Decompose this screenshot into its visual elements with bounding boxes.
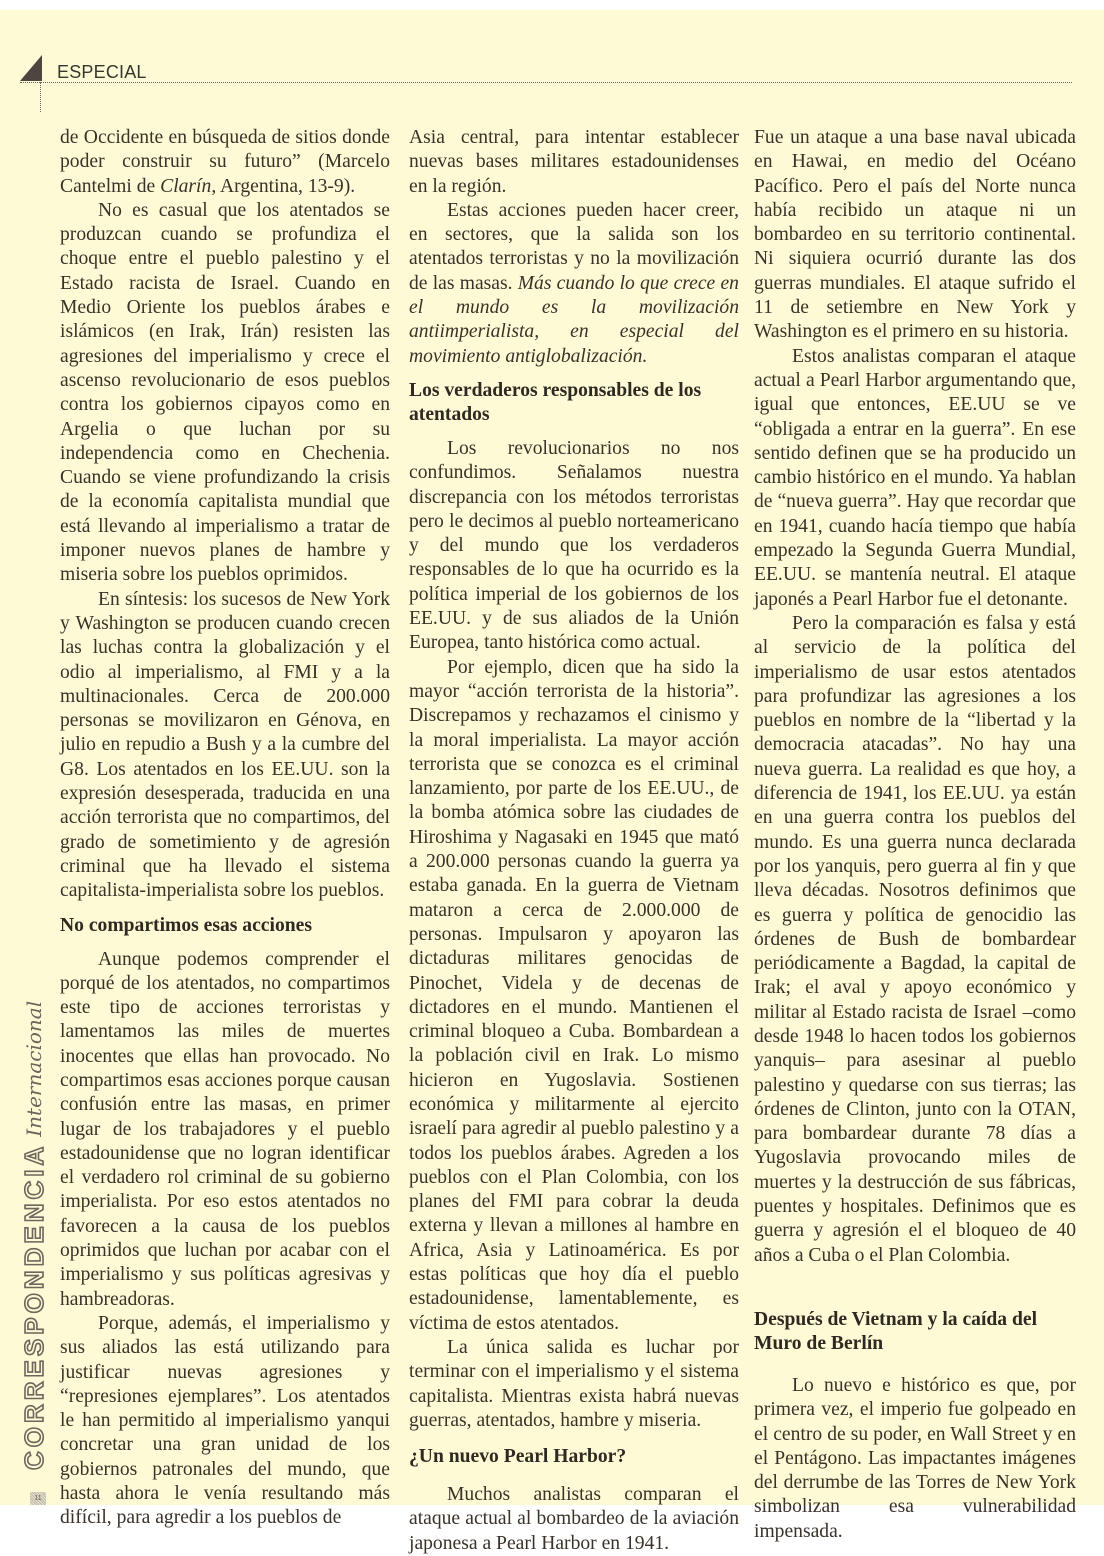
italic-text: Clarín <box>160 175 212 197</box>
paragraph <box>409 199 739 369</box>
article-column-3 <box>754 126 1076 1544</box>
paragraph: Muchos analistas comparan el ataque actual al bombardeo de la aviación japonesa a Pearl Harbor en 1941. <box>409 1484 739 1554</box>
section-heading: ¿Un nuevo Pearl Harbor? <box>409 1446 627 1468</box>
magazine-page <box>0 10 1104 1554</box>
paragraph: Asia central, para intentar establecer nuevas bases militares estadounidenses en la región. <box>409 127 739 197</box>
header-dotted-rule <box>20 82 1072 83</box>
paragraph: Lo nuevo e histórico es que, por primera vez, el imperio fue golpeado en el centro de su poder, en Wall Street y en el Pentágono. Las impactantes imágenes del derrumbe de las Torres de New York simbolizan esa vulnerabilidad impensada. <box>754 1374 1076 1542</box>
text-run: Estas acciones pueden hacer creer, en sectores, que la salida son los atentados terroristas y no la movilización de las masas. <box>409 199 739 294</box>
publication-script: Internacional <box>22 1000 46 1137</box>
section-triangle-icon <box>20 55 42 81</box>
section-heading: Después de Vietnam y la caída del Muro de Berlín <box>754 1308 1038 1354</box>
section-heading: No compartimos esas acciones <box>60 914 312 936</box>
paragraph: Aunque podemos comprender el porqué de los atentados, no compartimos este tipo de acciones terroristas y lamentamos las miles de muertes inocentes que ellas han provocado. No compartimos esas acciones porque causan confusión entre las masas, en primer lugar de los trabajadores y el pueblo estadounidense que no logran identificar el verdadero rol criminal de su gobierno imperialista. Por eso estos atentados no favorecen a la causa de los pueblos oprimidos que luchan por acabar con el imperialismo y sus políticas agresivas y hambreadoras. <box>60 948 390 1310</box>
page-number-mark: 11 <box>30 1492 46 1505</box>
paragraph: Fue un ataque a una base naval ubicada en Hawai, en medio del Océano Pacífico. Pero el país del Norte nunca había recibido un ataque ni un bombardeo en su territorio continental. Ni siquiera ocurrió durante las dos guerras mundiales. El ataque sufrido el 11 de setiembre en New York y Washington es el primero en su historia. <box>754 127 1076 343</box>
header-dotted-tick <box>40 82 41 112</box>
paragraph: En síntesis: los sucesos de New York y Washington se producen cuando crecen las luchas contra la globalización y el odio al imperialismo, al FMI y a la multinacionales. Cerca de 200.000 personas se movilizaron en Génova, en julio en repudio a Bush y a la cumbre del G8. Los atentados en los EE.UU. son la expresión desesperada, traducida en una acción terrorista que no compartimos, del grado de sometimiento y de agresión criminal que ha llevado el sistema capitalista-imperialista sobre los pueblos. <box>60 588 390 902</box>
paragraph: No es casual que los atentados se produzcan cuando se profundiza el choque entre el pueblo palestino y el Estado racista de Israel. Cuando en Medio Oriente los pueblos árabes e islámicos (en Irak, Irán) resisten las agresiones del imperialismo y crece el ascenso revolucionario de esos pueblos contra los gobiernos cipayos como en Argelia o que luchan por su independencia como en Chechenia. Cuando se viene profundizando la crisis de la economía capitalista mundial que está llevando al imperialismo a tratar de imponer nuevos planes de hambre y miseria sobre los pueblos oprimidos. <box>60 199 390 586</box>
paragraph: La única salida es luchar por terminar con el imperialismo y el sistema capitalista. Mientras exista habrá nuevas guerras, atentados, hambre y miseria. <box>409 1336 739 1431</box>
paragraph: Estos analistas comparan el ataque actual a Pearl Harbor argumentando que, igual que entonces, EE.UU se ve “obligada a entrar en la guerra”. En ese sentido definen que se ha producido un cambio histórico en el mundo. Ya hablan de “nueva guerra”. Hay que recordar que en 1941, cuando hacía tiempo que había empezado la Segunda Guerra Mundial, EE.UU. se mantenía neutral. El ataque japonés a Pearl Harbor fue el detonante. <box>754 345 1076 610</box>
publication-sidebar <box>14 1000 54 1470</box>
paragraph <box>60 126 390 199</box>
text-run: de Occidente en búsqueda de sitios donde poder construir su futuro” (Marcelo Cantelmi de <box>60 127 390 197</box>
article-column-1 <box>60 126 390 1531</box>
paragraph: Por ejemplo, dicen que ha sido la mayor “acción terrorista de la historia”. Discrepamos y rechazamos el cinismo y la moral imperialista. La mayor acción terrorista que se conozca es el criminal lanzamiento, por parte de los EE.UU., de la bomba atómica sobre las ciudades de Hiroshima y Nagasaki en 1945 que mató a 200.000 personas cuando la guerra ya estaba ganada. En la guerra de Vietnam mataron a cerca de 2.000.000 de personas. Impulsaron y apoyaron las dictaduras militares genocidas de Pinochet, Videla y de decenas de dictadores en el mundo. Mantienen el criminal bloqueo a Cuba. Bombardean a la población civil en Irak. Lo mismo hicieron en Yugoslavia. Sostienen económica y militarmente al ejercito israelí para agredir al pueblo palestino y a todos los pueblos árabes. Agreden a los pueblos con el Plan Colombia, con los planes del FMI para cobrar la deuda externa y llevan a millones al hambre en Africa, Asia y Latinoamérica. Es por estas políticas que hoy día el pueblo estadounidense, lamentablemente, es víctima de estos atentados. <box>409 656 739 1334</box>
publication-name: CORRESPONDENCIA <box>18 1142 49 1470</box>
article-column-2 <box>409 126 739 1556</box>
paragraph: Porque, además, el imperialismo y sus aliados las está utilizando para justificar nuevas agresiones y “represiones ejemplares”. Los atentados le han permitido al imperialismo yanqui concretar una gran unidad de los gobiernos patronales del mundo, que hasta ahora le venía resultando más difícil, para agredir a los pueblos de <box>60 1312 390 1529</box>
section-label: ESPECIAL <box>57 62 147 82</box>
text-run: , Argentina, 13-9). <box>211 175 356 197</box>
paragraph: Los revolucionarios no nos confundimos. Señalamos nuestra discrepancia con los métodos terroristas pero le decimos al pueblo norteamericano y del mundo que los verdaderos responsables de lo que ha ocurrido es la política imperial de los gobiernos de los EE.UU. y de sus aliados de la Unión Europea, tanto histórica como actual. <box>409 437 739 654</box>
paragraph: Pero la comparación es falsa y está al servicio de la política del imperialismo de usar estos atentados para profundizar las agresiones a los pueblos en nombre de la “libertad y la democracia atacadas”. No hay una nueva guerra. La realidad es que hoy, a diferencia de 1941, los EE.UU. ya están en una guerra contra los pueblos del mundo. Es una guerra nunca declarada por los yanquis, pero guerra al fin y que lleva décadas. Nosotros definimos que es guerra y política de genocidio las órdenes de Bush de bombardear periódicamente a Bagdad, la capital de Irak; el aval y apoyo económico y militar al Estado racista de Israel –como desde 1948 lo hacen todos los gobiernos yanquis– para asesinar al pueblo palestino y quedarse con sus tierras; las órdenes de Clinton, junto con la OTAN, para bombardear durante 78 días a Yugoslavia provocando miles de muertes y la destrucción de sus fábricas, puentes y hospitales. Definimos que es guerra y agresión el el bloqueo de 40 años a Cuba o el Plan Colombia. <box>754 612 1076 1266</box>
italic-text: Más cuando lo que crece en el mundo es la movilización antiimperialista, en especial del movimiento antiglobalización. <box>409 272 739 367</box>
section-heading: Los verdaderos responsables de los atentados <box>409 379 702 425</box>
